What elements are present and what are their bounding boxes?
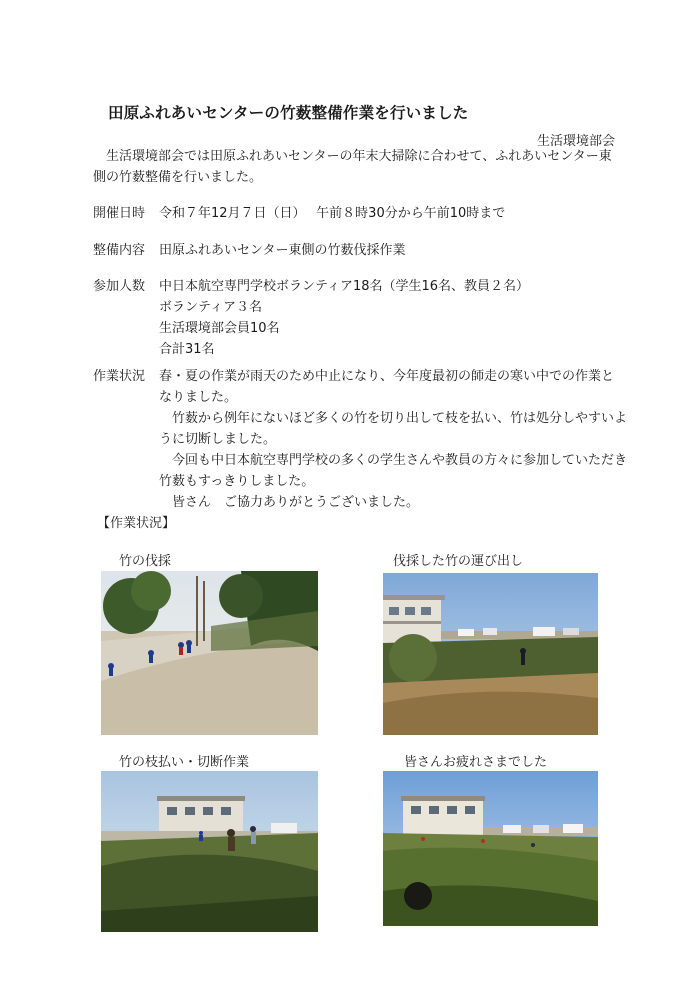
- photo-branch-cutting: [101, 771, 318, 932]
- participant-line: 生活環境部会員10名: [159, 321, 280, 336]
- department-name: 生活環境部会: [536, 134, 615, 149]
- status-line: 竹薮から例年にないほど多くの竹を切り出して枝を払い、竹は処分しやすいよ: [172, 411, 628, 426]
- content-value: 田原ふれあいセンター東側の竹薮伐採作業: [159, 243, 406, 258]
- photo-thank-you: [383, 771, 598, 926]
- date-label: 開催日時: [93, 206, 146, 221]
- photo-caption: 皆さんお疲れさまでした: [404, 755, 548, 770]
- participants-list: [159, 276, 529, 360]
- participant-line: 中日本航空専門学校ボランティア18名（学生16名、教員２名）: [159, 279, 530, 294]
- status-line: うに切断しました。: [159, 432, 277, 447]
- status-line: 今回も中日本航空専門学校の多くの学生さんや教員の方々に参加していただき: [172, 453, 628, 468]
- date-value: 令和７年12月７日（日） 午前８時30分から午前10時まで: [159, 206, 506, 221]
- photo-caption: 竹の伐採: [119, 554, 172, 569]
- photo-caption: 竹の枝払い・切断作業: [119, 755, 250, 770]
- status-label: 作業状況: [93, 369, 146, 384]
- status-line: 竹薮もすっきりしました。: [159, 474, 315, 489]
- status-line: 皆さん ご協力ありがとうございました。: [172, 495, 420, 510]
- intro-line: 側の竹薮整備を行いました。: [93, 170, 263, 185]
- page-title: 田原ふれあいセンターの竹薮整備作業を行いました: [108, 104, 469, 122]
- photo-carrying-bamboo: [383, 573, 598, 735]
- intro-paragraph: [93, 146, 617, 188]
- status-line: なりました。: [159, 390, 238, 405]
- photo-bamboo-cutting: [101, 571, 318, 735]
- section-title: 【作業状況】: [97, 516, 176, 531]
- photo-caption: 伐採した竹の運び出し: [393, 554, 524, 569]
- participant-line: ボランティア３名: [159, 300, 262, 315]
- status-paragraph: [93, 366, 628, 513]
- participants-label: 参加人数: [93, 279, 146, 294]
- participant-line: 合計31名: [159, 342, 215, 357]
- intro-line: 生活環境部会では田原ふれあいセンターの年末大掃除に合わせて、ふれあいセンター東: [106, 149, 612, 164]
- content-label: 整備内容: [93, 243, 146, 258]
- status-line: 春・夏の作業が雨天のため中止になり、今年度最初の師走の寒い中での作業と: [159, 369, 615, 384]
